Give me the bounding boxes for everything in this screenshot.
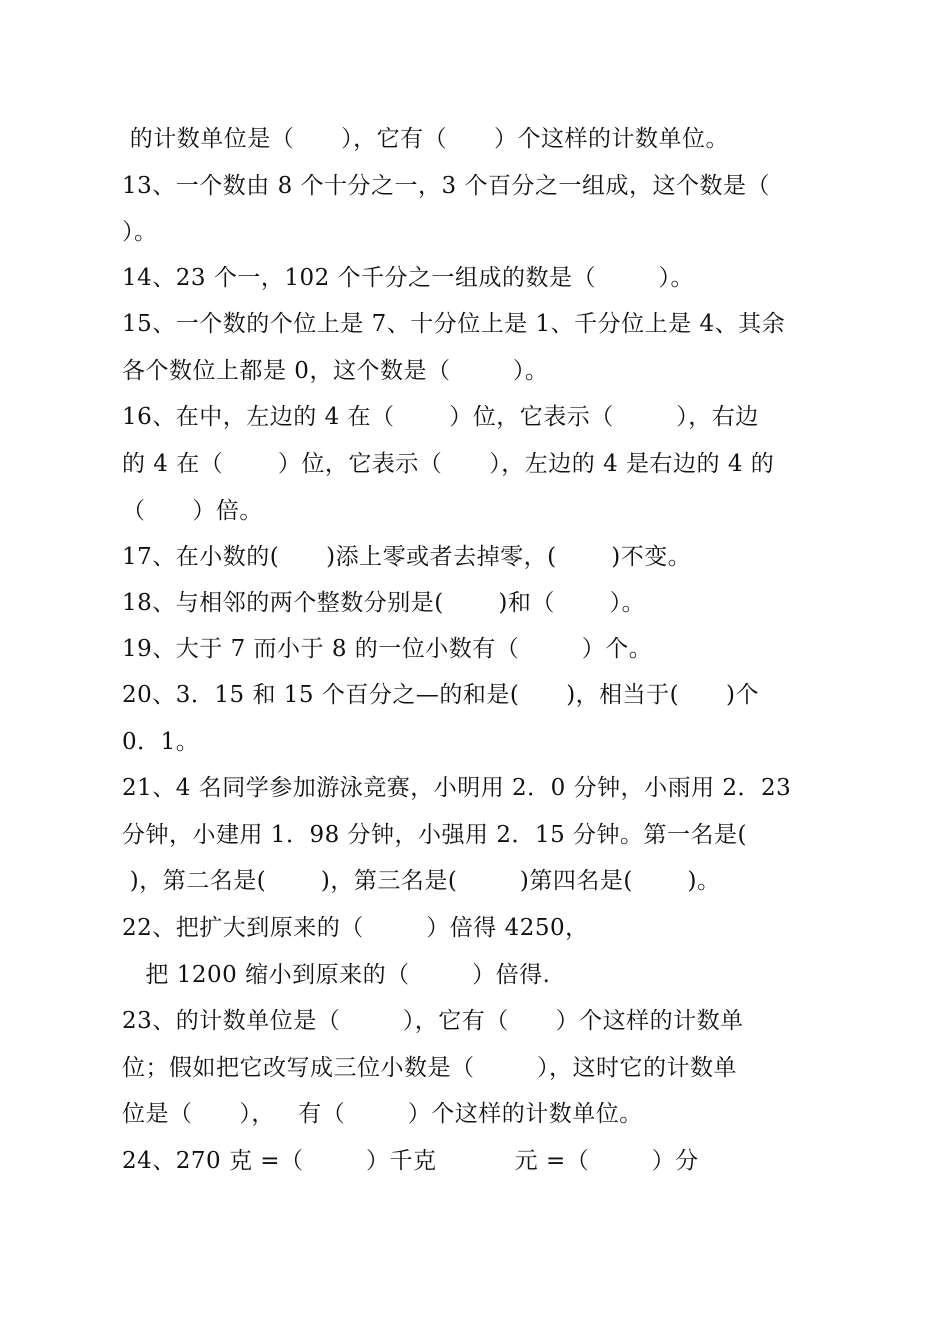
question-12-continuation: 的计数单位是（ ），它有（ ）个这样的计数单位。 bbox=[122, 126, 730, 152]
question-17: 17、在小数的( )添上零或者去掉零，( )不变。 bbox=[122, 544, 692, 570]
question-16-continuation: 的 4 在（ ）位，它表示（ ），左边的 4 是右边的 4 的 bbox=[122, 451, 775, 477]
question-13: 13、一个数由 8 个十分之一，3 个百分之一组成，这个数是（ bbox=[122, 173, 770, 199]
question-21-continuation-2: )，第二名是( )，第三名是( )第四名是( )。 bbox=[122, 868, 721, 894]
question-23-continuation: 位；假如把它改写成三位小数是（ ），这时它的计数单 bbox=[122, 1055, 737, 1081]
question-14: 14、23 个一，102 个千分之一组成的数是（ ）。 bbox=[122, 265, 695, 291]
question-21-continuation: 分钟，小建用 1．98 分钟，小强用 2．15 分钟。第一名是( bbox=[122, 822, 748, 848]
question-22-continuation: 把 1200 缩小到原来的（ ）倍得. bbox=[122, 962, 551, 988]
question-20-continuation: 0．1。 bbox=[122, 729, 200, 755]
question-16-continuation-2: （ ）倍。 bbox=[122, 498, 263, 524]
question-15: 15、一个数的个位上是 7、十分位上是 1、千分位上是 4、其余 bbox=[122, 311, 786, 337]
question-24: 24、270 克 =（ ）千克 元 =（ ）分 bbox=[122, 1148, 699, 1174]
question-22: 22、把扩大到原来的（ ）倍得 4250， bbox=[122, 915, 589, 941]
question-21: 21、4 名同学参加游泳竞赛，小明用 2．0 分钟，小雨用 2．23 bbox=[122, 775, 792, 801]
question-19: 19、大于 7 而小于 8 的一位小数有（ ）个。 bbox=[122, 636, 653, 662]
question-18: 18、与相邻的两个整数分别是( )和（ ）。 bbox=[122, 590, 646, 616]
question-23: 23、的计数单位是（ ），它有（ ）个这样的计数单 bbox=[122, 1008, 744, 1034]
question-13-continuation: ）。 bbox=[122, 219, 158, 245]
question-16: 16、在中，左边的 4 在（ ）位，它表示（ ），右边 bbox=[122, 404, 759, 430]
question-23-continuation-2: 位是（ ）， 有（ ）个这样的计数单位。 bbox=[122, 1101, 643, 1127]
question-15-continuation: 各个数位上都是 0，这个数是（ ）。 bbox=[122, 358, 549, 384]
question-20: 20、3．15 和 15 个百分之—的和是( )，相当于( )个 bbox=[122, 682, 759, 708]
